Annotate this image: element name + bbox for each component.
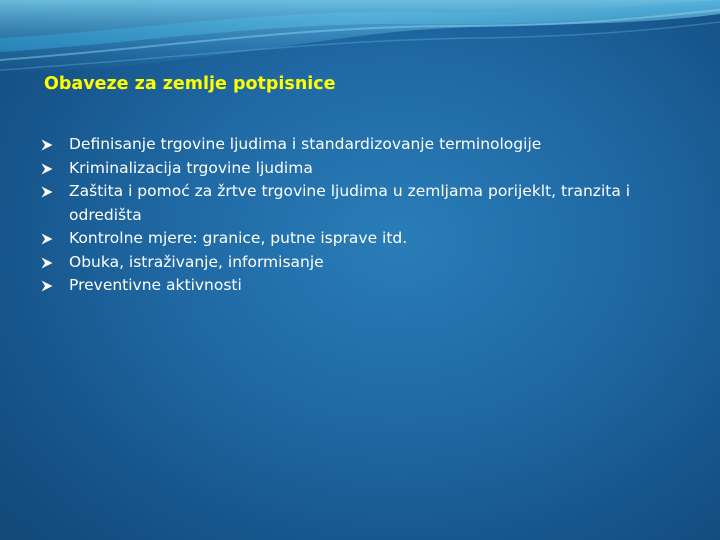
bullet-list — [40, 133, 680, 298]
list-item — [40, 157, 680, 181]
arrow-bullet-icon — [40, 138, 54, 152]
arrow-bullet-icon — [40, 162, 54, 176]
arrow-bullet-icon — [40, 256, 54, 270]
arrow-bullet-icon — [40, 185, 54, 199]
bullet-text: Obuka, istraživanje, informisanje — [69, 252, 324, 271]
bullet-text: Definisanje trgovine ljudima i standardizovanje terminologije — [69, 135, 542, 153]
bullet-text: Kontrolne mjere: granice, putne isprave itd. — [69, 229, 408, 247]
list-item — [40, 274, 680, 298]
bullet-text: Zaštita i pomoć za žrtve trgovine ljudima u zemljama porijeklt, tranzita i odredišta — [69, 182, 631, 224]
bullet-text: Preventivne aktivnosti — [69, 276, 242, 294]
list-item — [40, 133, 680, 157]
arrow-bullet-icon — [40, 279, 54, 293]
arrow-bullet-icon — [40, 232, 54, 246]
slide-title: Obaveze za zemlje potpisnice — [44, 74, 336, 94]
list-item — [40, 251, 680, 275]
bullet-text: Kriminalizacija trgovine ljudima — [69, 158, 313, 177]
list-item — [40, 180, 680, 227]
list-item — [40, 227, 680, 251]
